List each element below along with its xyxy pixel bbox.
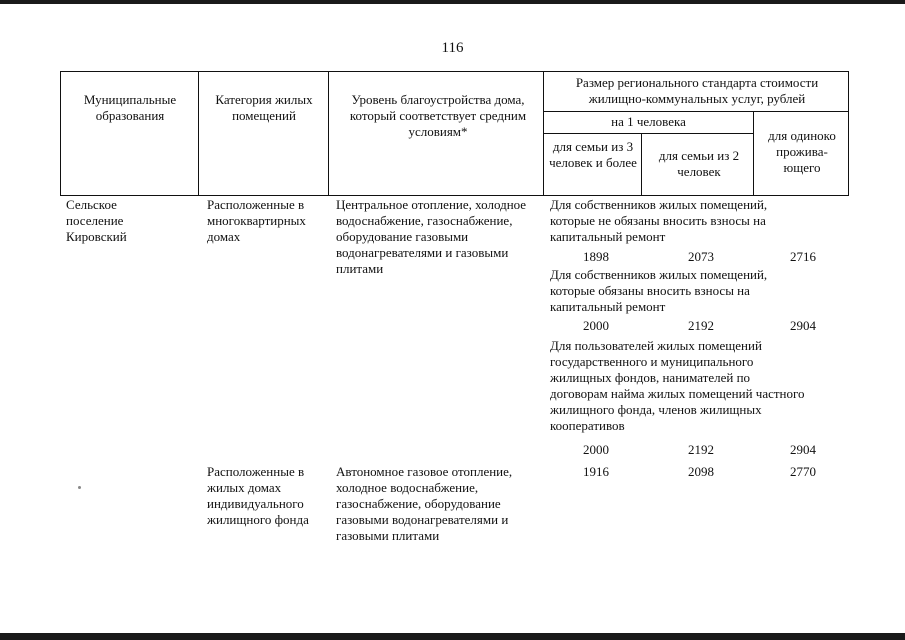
scan-top-edge: [0, 0, 905, 4]
per-person-top-rule: [543, 111, 849, 112]
column-divider-5: [753, 111, 754, 196]
page-number: 116: [441, 40, 464, 56]
row1-group3-label: Для пользователей жилых помещений государственного и муниципального жилищных фондов, нанимателей по договорам найма жилых помещений частного жилищного фонда, членов жилищных кооперативов: [550, 338, 805, 433]
scan-bottom-edge: [0, 633, 905, 640]
row1-group1-family2: 2073: [688, 249, 714, 264]
column-divider-1: [198, 71, 199, 196]
column-divider-3: [543, 71, 544, 196]
table-right-border: [848, 71, 849, 196]
row2-family2: 2098: [688, 464, 714, 479]
header-single: для одиноко прожива-ющего: [768, 128, 836, 175]
row1-group2-family3: 2000: [583, 318, 609, 333]
row1-group3-single: 2904: [790, 442, 816, 457]
row2-family3: 1916: [583, 464, 609, 479]
row1-group3-family3: 2000: [583, 442, 609, 457]
row1-category: Расположенные в многоквартирных домах: [207, 197, 306, 244]
header-bottom-rule: [60, 195, 849, 196]
row1-group1-single: 2716: [790, 249, 816, 264]
header-family2: для семьи из 2 человек: [658, 148, 740, 179]
row2-level: Автономное газовое отопление, холодное водоснабжение, газоснабжение, оборудование газовыми водонагревателями и газовыми плитами: [336, 464, 513, 543]
scan-speck: [78, 486, 81, 489]
row2-single: 2770: [790, 464, 816, 479]
row1-level: Центральное отопление, холодное водоснабжение, газоснабжение, оборудование газовыми водонагревателями и газовыми плитами: [336, 197, 527, 276]
row2-category: Расположенные в жилых домах индивидуального жилищного фонда: [207, 464, 309, 527]
header-level: Уровень благоустройства дома, который соответствует средним условиям*: [349, 92, 527, 139]
table-top-rule: [60, 71, 849, 72]
column-divider-4: [641, 133, 642, 196]
row1-group2-family2: 2192: [688, 318, 714, 333]
header-per-person: на 1 человека: [611, 114, 686, 129]
header-category: Категория жилых помещений: [215, 92, 313, 123]
column-divider-2: [328, 71, 329, 196]
per-person-bottom-rule: [543, 133, 753, 134]
row1-group3-family2: 2192: [688, 442, 714, 457]
row1-group1-label: Для собственников жилых помещений, которые не обязаны вносить взносы на капитальный ремонт: [550, 197, 768, 244]
row1-group1-family3: 1898: [583, 249, 609, 264]
row1-group2-label: Для собственников жилых помещений, которые обязаны вносить взносы на капитальный ремонт: [550, 267, 768, 314]
row1-group2-single: 2904: [790, 318, 816, 333]
header-family3: для семьи из 3 человек и более: [549, 139, 637, 170]
header-municipality: Муниципальные образования: [83, 92, 177, 123]
table-left-border: [60, 71, 61, 196]
header-standard: Размер регионального стандарта стоимости жилищно-коммунальных услуг, рублей: [575, 75, 819, 106]
row1-municipality: Сельское поселение Кировский: [66, 197, 127, 244]
